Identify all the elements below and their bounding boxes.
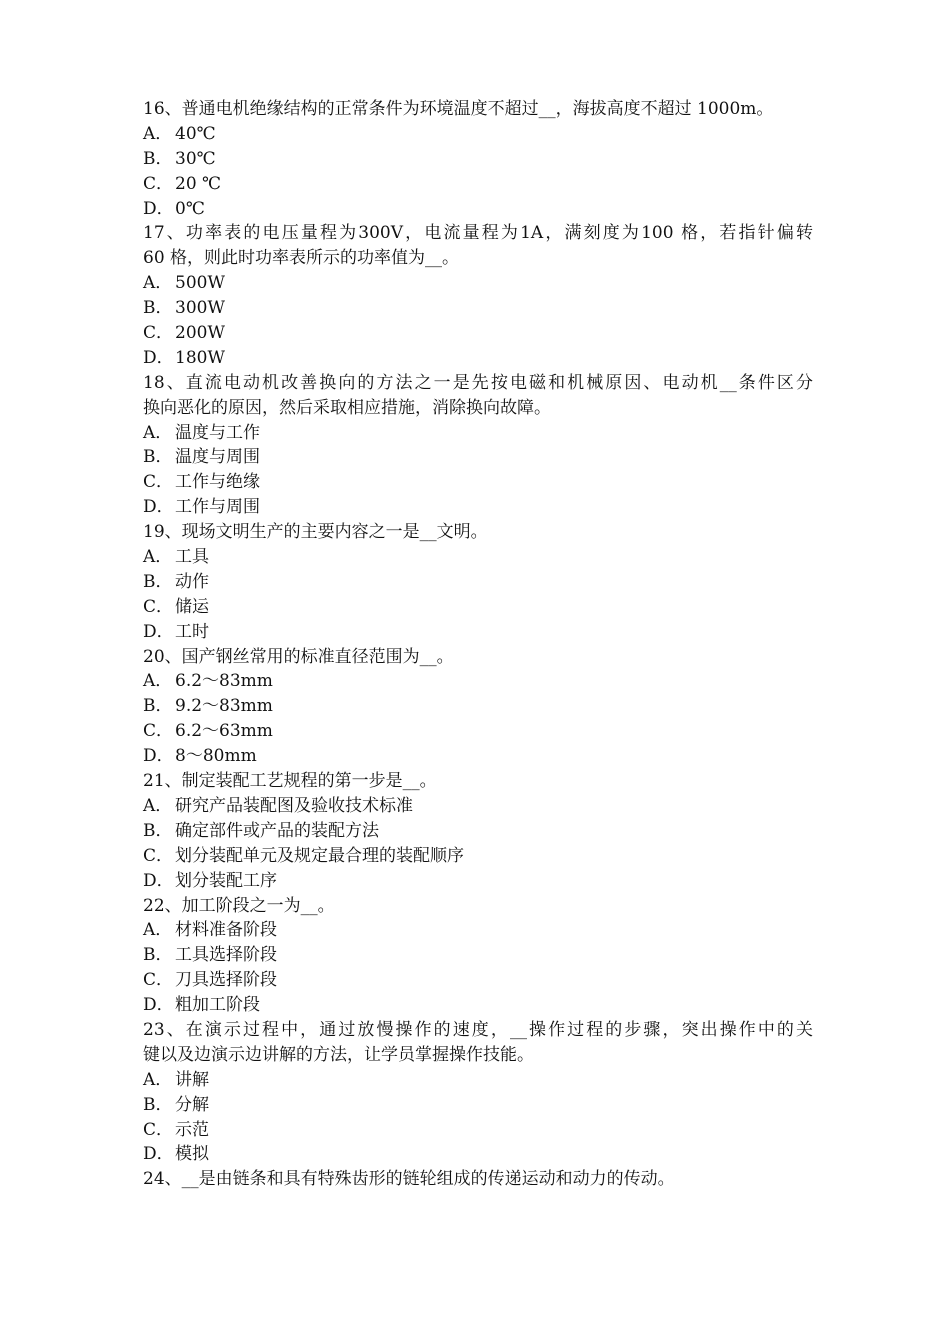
- answer-option: [143, 147, 813, 172]
- question-block: [143, 769, 813, 893]
- option-label: A．: [143, 123, 173, 144]
- option-label: B．: [143, 148, 173, 169]
- option-text: 讲解: [175, 1069, 209, 1090]
- answer-option: [143, 346, 813, 371]
- option-text: 6.2～83mm: [175, 671, 273, 692]
- answer-option: [143, 122, 813, 147]
- answer-option: [143, 296, 813, 321]
- option-text: 划分装配单元及规定最合理的装配顺序: [175, 845, 464, 866]
- question-block: [143, 645, 813, 769]
- option-label: B．: [143, 298, 173, 319]
- answer-option: [143, 1142, 813, 1167]
- option-text: 500W: [175, 273, 225, 294]
- option-label: D．: [143, 621, 174, 642]
- option-label: B．: [143, 571, 173, 592]
- option-text: 动作: [175, 571, 209, 592]
- answer-option: [143, 1068, 813, 1093]
- option-label: D．: [143, 746, 174, 767]
- option-text: 8～80mm: [175, 746, 257, 767]
- option-label: D．: [143, 995, 174, 1016]
- answer-option: [143, 620, 813, 645]
- option-text: 20 ℃: [175, 173, 222, 194]
- question-stem: [143, 645, 813, 670]
- question-stem: [143, 221, 813, 271]
- question-stem-line: 22、加工阶段之一为__。: [143, 895, 335, 916]
- option-label: D．: [143, 347, 174, 368]
- option-text: 30℃: [175, 148, 216, 169]
- option-label: C．: [143, 721, 174, 742]
- option-text: 6.2～63mm: [175, 721, 273, 742]
- option-label: A．: [143, 422, 173, 443]
- question-stem-line: 19、现场文明生产的主要内容之一是__文明。: [143, 522, 488, 543]
- question-stem-line: 换向恶化的原因，然后采取相应措施，消除换向故障。: [143, 397, 551, 418]
- question-stem-line: 60 格，则此时功率表所示的功率值为__。: [143, 248, 460, 269]
- answer-option: [143, 819, 813, 844]
- answer-option: [143, 570, 813, 595]
- option-text: 材料准备阶段: [175, 920, 277, 941]
- option-text: 工具: [175, 547, 209, 568]
- option-label: C．: [143, 1119, 174, 1140]
- option-label: A．: [143, 547, 173, 568]
- option-text: 粗加工阶段: [175, 995, 260, 1016]
- answer-option: [143, 321, 813, 346]
- answer-option: [143, 495, 813, 520]
- option-text: 温度与工作: [175, 422, 260, 443]
- option-label: B．: [143, 820, 173, 841]
- question-block: [143, 1167, 813, 1192]
- option-label: C．: [143, 970, 174, 991]
- question-stem-line: 20、国产钢丝常用的标准直径范围为__。: [143, 646, 454, 667]
- question-block: [143, 894, 813, 1018]
- option-text: 40℃: [175, 123, 216, 144]
- option-label: D．: [143, 1144, 174, 1165]
- question-stem: [143, 97, 813, 122]
- option-label: B．: [143, 945, 173, 966]
- option-label: D．: [143, 198, 174, 219]
- answer-option: [143, 271, 813, 296]
- option-label: B．: [143, 1094, 173, 1115]
- answer-option: [143, 445, 813, 470]
- option-label: B．: [143, 447, 173, 468]
- option-label: C．: [143, 323, 174, 344]
- option-label: B．: [143, 696, 173, 717]
- option-text: 温度与周围: [175, 447, 260, 468]
- option-text: 0℃: [175, 198, 205, 219]
- question-stem: [143, 1018, 813, 1068]
- answer-option: [143, 719, 813, 744]
- option-label: A．: [143, 671, 173, 692]
- option-text: 工作与绝缘: [175, 472, 260, 493]
- option-label: C．: [143, 596, 174, 617]
- answer-option: [143, 421, 813, 446]
- answer-option: [143, 1118, 813, 1143]
- option-text: 模拟: [175, 1144, 209, 1165]
- option-label: D．: [143, 497, 174, 518]
- option-text: 研究产品装配图及验收技术标准: [175, 795, 413, 816]
- answer-option: [143, 993, 813, 1018]
- question-stem-line: 21、制定装配工艺规程的第一步是__。: [143, 771, 437, 792]
- answer-option: [143, 595, 813, 620]
- question-stem: [143, 769, 813, 794]
- question-stem-line: 23、在演示过程中，通过放慢操作的速度，__操作过程的步骤，突出操作中的关: [143, 1019, 813, 1040]
- answer-option: [143, 172, 813, 197]
- option-label: C．: [143, 845, 174, 866]
- answer-option: [143, 197, 813, 222]
- question-stem-line: 24、__是由链条和具有特殊齿形的链轮组成的传递运动和动力的传动。: [143, 1169, 675, 1190]
- answer-option: [143, 794, 813, 819]
- question-block: [143, 1018, 813, 1167]
- option-text: 9.2～83mm: [175, 696, 273, 717]
- question-stem-line: 键以及边演示边讲解的方法，让学员掌握操作技能。: [143, 1044, 534, 1065]
- question-block: [143, 520, 813, 644]
- answer-option: [143, 968, 813, 993]
- option-text: 示范: [175, 1119, 209, 1140]
- option-text: 划分装配工序: [175, 870, 277, 891]
- option-text: 刀具选择阶段: [175, 970, 277, 991]
- option-text: 180W: [175, 347, 225, 368]
- question-block: [143, 221, 813, 370]
- question-stem: [143, 520, 813, 545]
- option-text: 确定部件或产品的装配方法: [175, 820, 379, 841]
- question-stem-line: 17、功率表的电压量程为300V，电流量程为1A，满刻度为100 格，若指针偏转: [143, 223, 813, 244]
- option-text: 储运: [175, 596, 209, 617]
- option-label: A．: [143, 920, 173, 941]
- option-text: 300W: [175, 298, 225, 319]
- option-text: 200W: [175, 323, 225, 344]
- option-label: C．: [143, 173, 174, 194]
- answer-option: [143, 669, 813, 694]
- answer-option: [143, 470, 813, 495]
- question-list: [143, 97, 813, 1192]
- option-label: A．: [143, 795, 173, 816]
- answer-option: [143, 844, 813, 869]
- question-stem: [143, 1167, 813, 1192]
- answer-option: [143, 918, 813, 943]
- option-label: A．: [143, 273, 173, 294]
- option-text: 工时: [175, 621, 209, 642]
- answer-option: [143, 744, 813, 769]
- answer-option: [143, 545, 813, 570]
- option-label: A．: [143, 1069, 173, 1090]
- question-stem: [143, 894, 813, 919]
- answer-option: [143, 869, 813, 894]
- option-label: D．: [143, 870, 174, 891]
- question-block: [143, 371, 813, 520]
- answer-option: [143, 943, 813, 968]
- option-label: C．: [143, 472, 174, 493]
- option-text: 工具选择阶段: [175, 945, 277, 966]
- answer-option: [143, 1093, 813, 1118]
- option-text: 分解: [175, 1094, 209, 1115]
- question-stem-line: 16、普通电机绝缘结构的正常条件为环境温度不超过__，海拔高度不超过 1000m。: [143, 99, 774, 119]
- question-stem: [143, 371, 813, 421]
- question-stem-line: 18、直流电动机改善换向的方法之一是先按电磁和机械原因、电动机__条件区分: [143, 372, 813, 393]
- question-block: [143, 97, 813, 221]
- option-text: 工作与周围: [175, 497, 260, 518]
- answer-option: [143, 694, 813, 719]
